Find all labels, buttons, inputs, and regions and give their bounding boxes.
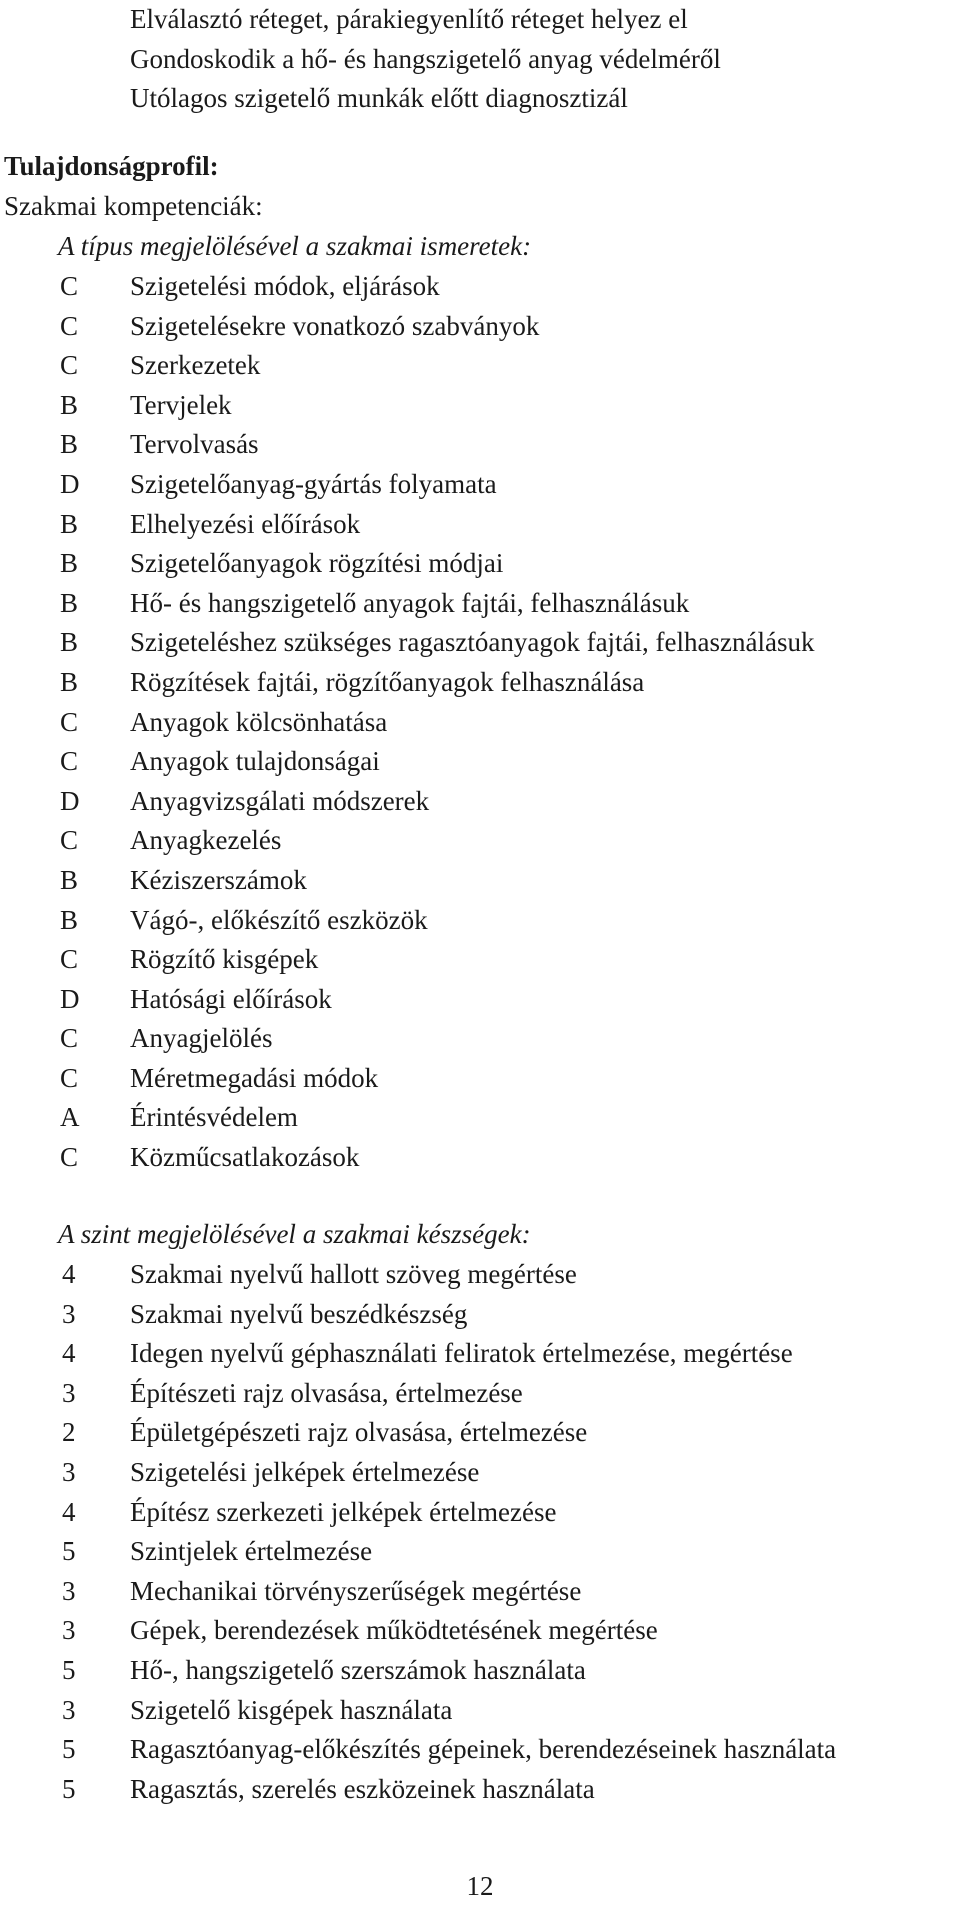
item-text: Tervjelek: [130, 389, 232, 420]
item-text: Rögzítések fajtái, rögzítőanyagok felhasználása: [130, 666, 645, 697]
item-text: Hatósági előírások: [130, 983, 332, 1014]
skill-level: 3: [62, 1615, 76, 1646]
intro-line: Gondoskodik a hő- és hangszigetelő anyag védelméről: [130, 43, 721, 74]
type-code: C: [60, 1142, 79, 1173]
item-text: Anyagvizsgálati módszerek: [130, 785, 430, 816]
type-code: B: [60, 429, 79, 460]
item-text: Szigetelőanyagok rögzítési módjai: [130, 548, 504, 579]
item-text: Szigetelési jelképek értelmezése: [130, 1456, 480, 1487]
skill-level: 5: [62, 1734, 76, 1765]
type-code: C: [60, 271, 79, 301]
type-code: A: [60, 1102, 80, 1133]
item-text: Vágó-, előkészítő eszközök: [130, 904, 428, 935]
item-text: Gépek, berendezések működtetésének megértése: [130, 1615, 658, 1646]
type-code: C: [60, 350, 79, 381]
item-text: Idegen nyelvű géphasználati feliratok értelmezése, megértése: [130, 1338, 793, 1369]
item-text: Ragasztás, szerelés eszközeinek használata: [130, 1773, 595, 1804]
item-text: Elhelyezési előírások: [130, 508, 361, 539]
type-code: C: [60, 1023, 79, 1054]
type-code: D: [60, 468, 80, 499]
item-text: Érintésvédelem: [130, 1102, 298, 1133]
item-text: Anyagok tulajdonságai: [130, 746, 380, 777]
type-code: B: [60, 508, 79, 539]
skill-level: 3: [62, 1575, 76, 1606]
item-text: Szakmai nyelvű beszédkészség: [130, 1298, 468, 1329]
type-code: B: [60, 666, 79, 697]
item-text: Szakmai nyelvű hallott szöveg megértése: [130, 1259, 577, 1289]
type-code: B: [60, 389, 79, 420]
skill-level: 4: [62, 1259, 76, 1289]
profile-heading: Tulajdonságprofil:: [4, 151, 219, 181]
skill-level: 5: [62, 1773, 76, 1804]
item-text: Szigeteléshez szükséges ragasztóanyagok fajtái, felhasználásuk: [130, 627, 815, 658]
item-text: Építész szerkezeti jelképek értelmezése: [130, 1496, 557, 1527]
knowledge-heading: A típus megjelölésével a szakmai ismeretek:: [58, 231, 532, 261]
item-text: Anyagjelölés: [130, 1023, 273, 1054]
skills-heading: A szint megjelölésével a szakmai készségek:: [58, 1219, 531, 1249]
skill-level: 3: [62, 1456, 76, 1487]
item-text: Közműcsatlakozások: [130, 1142, 360, 1173]
intro-line: Elválasztó réteget, párakiegyenlítő réteget helyez el: [130, 4, 688, 34]
skill-level: 2: [62, 1417, 76, 1448]
skill-level: 5: [62, 1654, 76, 1685]
type-code: C: [60, 1062, 79, 1093]
item-text: Szigetelési módok, eljárások: [130, 271, 440, 301]
skill-level: 5: [62, 1536, 76, 1567]
competence-heading: Szakmai kompetenciák:: [4, 191, 263, 221]
skill-level: 3: [62, 1377, 76, 1408]
item-text: Hő- és hangszigetelő anyagok fajtái, felhasználásuk: [130, 587, 690, 618]
item-text: Szigetelésekre vonatkozó szabványok: [130, 310, 540, 341]
intro-line: Utólagos szigetelő munkák előtt diagnosztizál: [130, 83, 628, 114]
item-text: Szerkezetek: [130, 350, 261, 381]
intro-lines: [130, 0, 721, 119]
type-code: C: [60, 310, 79, 341]
type-code: B: [60, 904, 79, 935]
skill-level: 4: [62, 1496, 76, 1527]
type-code: B: [60, 864, 79, 895]
type-code: B: [60, 627, 79, 658]
item-text: Szintjelek értelmezése: [130, 1536, 373, 1567]
item-text: Szigetelőanyag-gyártás folyamata: [130, 468, 497, 499]
item-text: Méretmegadási módok: [130, 1062, 379, 1093]
item-text: Szigetelő kisgépek használata: [130, 1694, 453, 1725]
type-code: B: [60, 587, 79, 618]
item-text: Anyagkezelés: [130, 825, 282, 856]
item-text: Ragasztóanyag-előkészítés gépeinek, berendezéseinek használata: [130, 1734, 837, 1765]
item-text: Építészeti rajz olvasása, értelmezése: [130, 1377, 523, 1408]
item-text: Anyagok kölcsönhatása: [130, 706, 388, 737]
type-code: C: [60, 746, 79, 777]
item-text: Tervolvasás: [130, 429, 259, 460]
type-code: D: [60, 785, 80, 816]
item-text: Hő-, hangszigetelő szerszámok használata: [130, 1654, 586, 1685]
type-code: C: [60, 825, 79, 856]
item-text: Épületgépészeti rajz olvasása, értelmezése: [130, 1417, 588, 1448]
type-code: B: [60, 548, 79, 579]
page-number: 12: [466, 1871, 494, 1901]
type-code: C: [60, 706, 79, 737]
item-text: Mechanikai törvényszerűségek megértése: [130, 1575, 582, 1606]
skill-level: 3: [62, 1298, 76, 1329]
skill-level: 3: [62, 1694, 76, 1725]
skill-level: 4: [62, 1338, 76, 1369]
item-text: Rögzítő kisgépek: [130, 944, 319, 975]
item-text: Kéziszerszámok: [130, 864, 307, 895]
type-code: C: [60, 944, 79, 975]
type-code: D: [60, 983, 80, 1014]
